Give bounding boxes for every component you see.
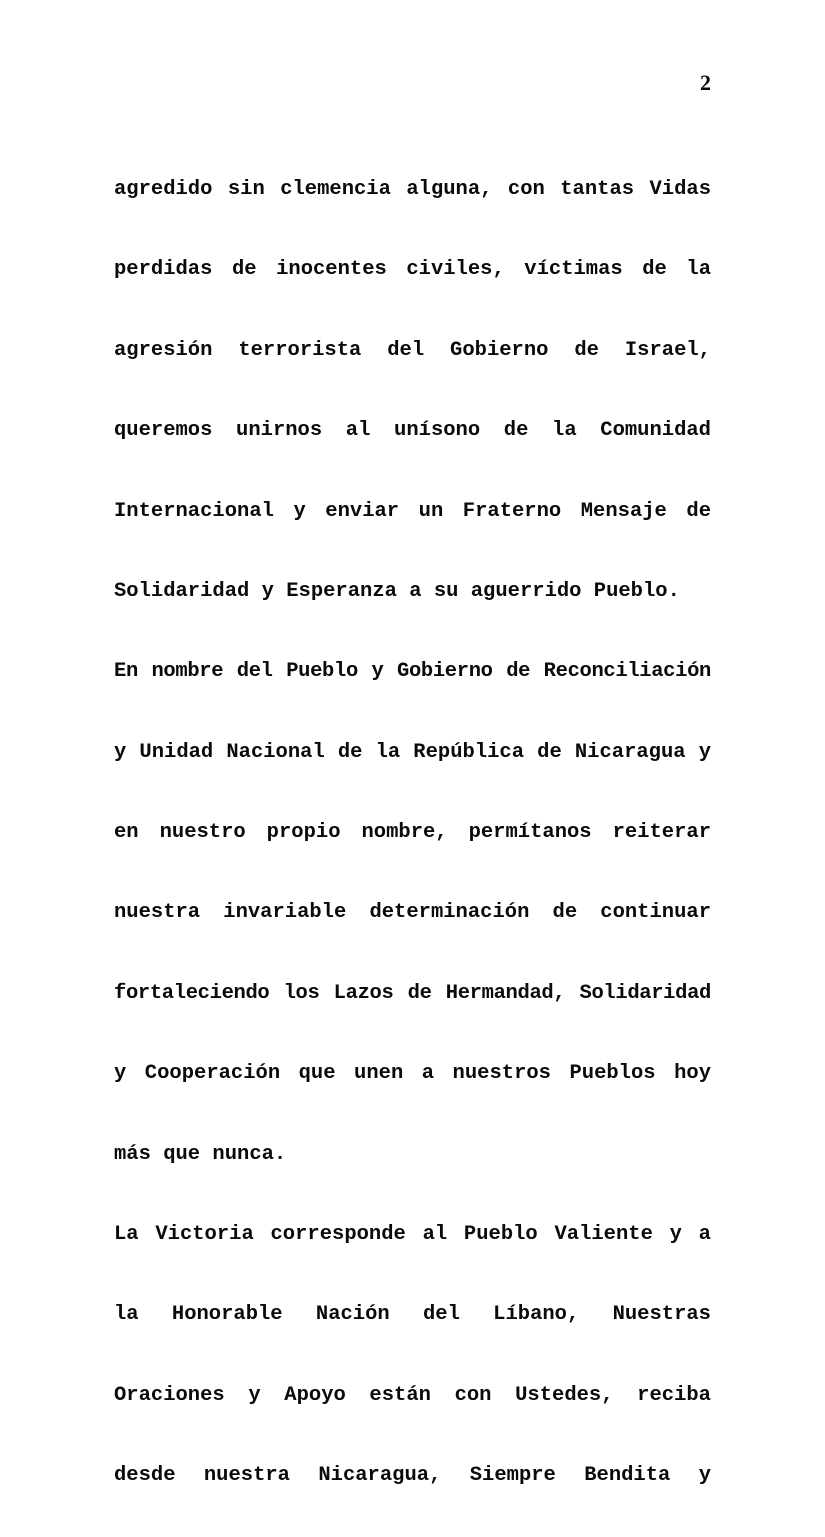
paragraph (114, 170, 711, 612)
text-line: y Unidad Nacional de la República de Nicaragua y (114, 740, 711, 764)
text-line: más que nunca. (114, 1142, 287, 1166)
text-line: Oraciones y Apoyo están con Ustedes, reciba (114, 1383, 711, 1407)
text-line: en nuestro propio nombre, permítanos reiterar (114, 821, 711, 845)
page-number: 2 (700, 70, 711, 95)
text-line: En nombre del Pueblo y Gobierno de Reconciliación (114, 660, 711, 684)
text-line: nuestra invariable determinación de continuar (114, 901, 711, 925)
text-line: queremos unirnos al unísono de la Comunidad (114, 419, 711, 443)
text-line: perdidas de inocentes civiles, víctimas de la (114, 258, 711, 282)
text-line: Internacional y enviar un Fraterno Mensaje de (114, 499, 711, 523)
text-line: agresión terrorista del Gobierno de Israel, (114, 338, 711, 362)
text-line: y Cooperación que unen a nuestros Pueblos hoy (114, 1062, 711, 1086)
text-line: agredido sin clemencia alguna, con tantas Vidas (114, 178, 711, 201)
document-body (114, 170, 711, 1537)
paragraph (114, 1215, 711, 1537)
text-line: la Honorable Nación del Líbano, Nuestras (114, 1303, 711, 1327)
text-line: fortaleciendo los Lazos de Hermandad, Solidaridad (114, 981, 711, 1005)
text-line: desde nuestra Nicaragua, Siempre Bendita y (114, 1464, 711, 1488)
text-line: Solidaridad y Esperanza a su aguerrido Pueblo. (114, 580, 680, 604)
paragraph (114, 652, 711, 1175)
text-line: La Victoria corresponde al Pueblo Valiente y a (114, 1222, 711, 1246)
